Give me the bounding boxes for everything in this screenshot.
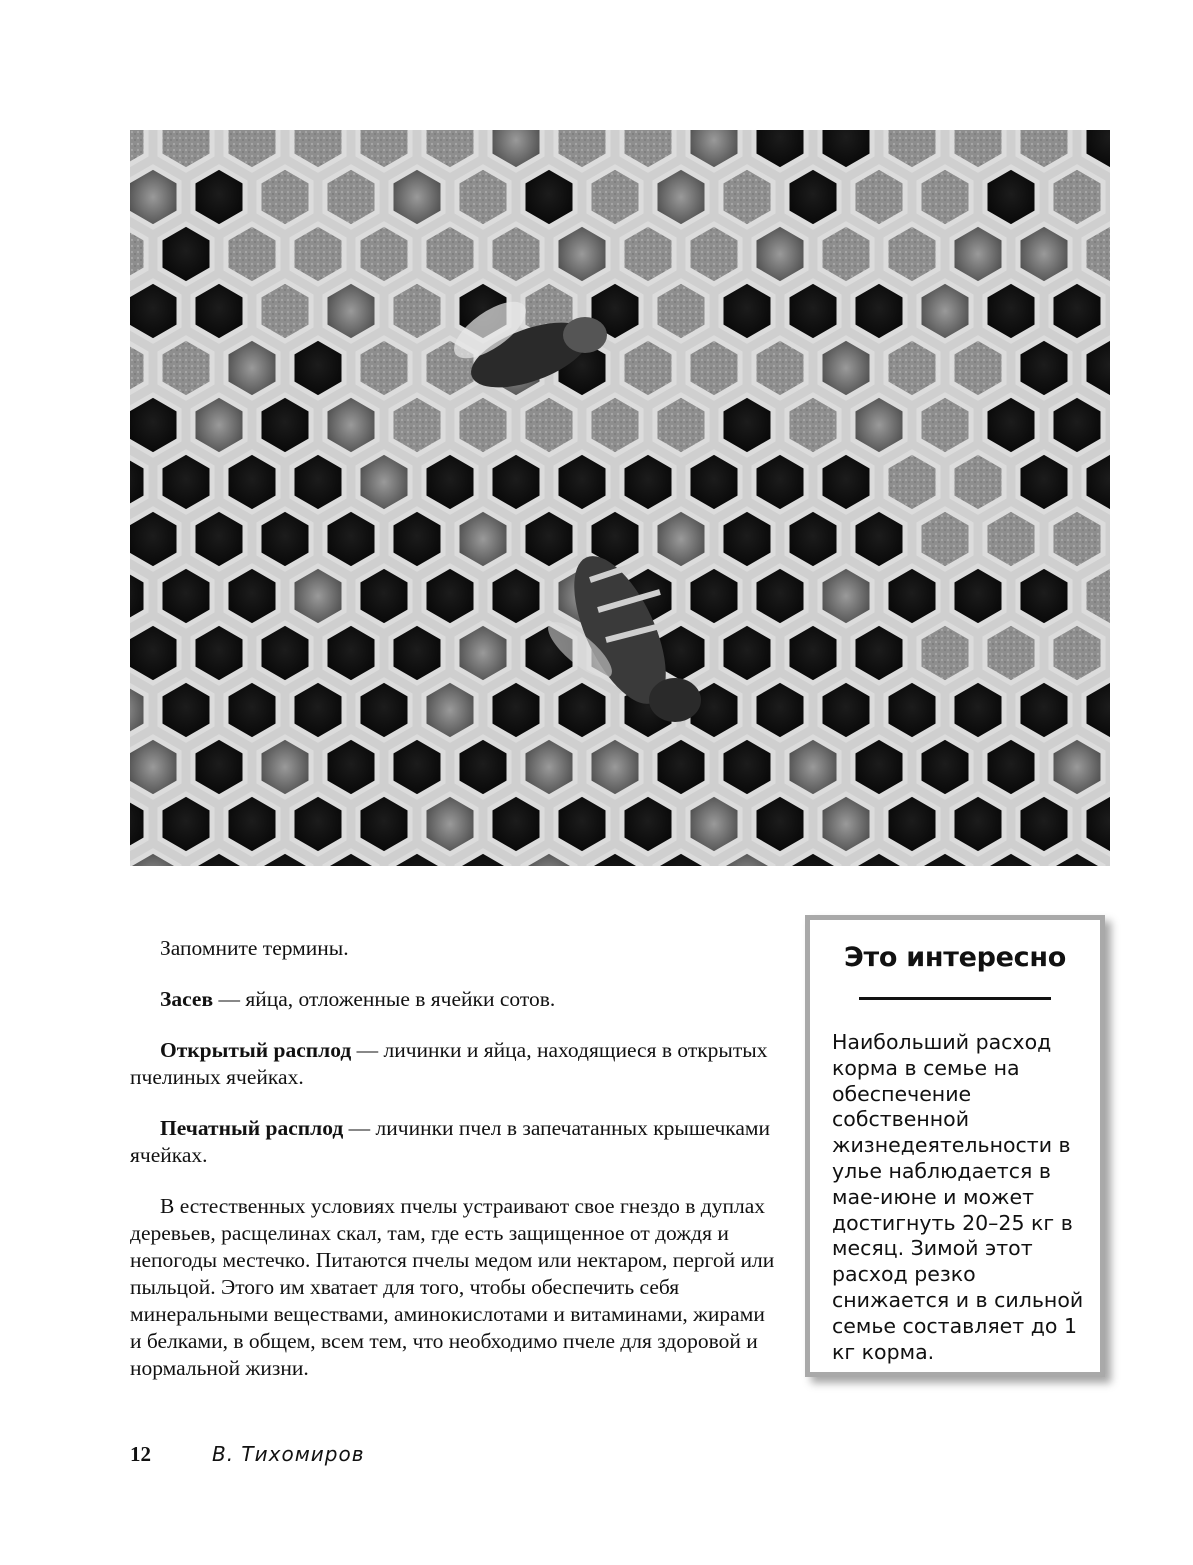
capped-cell [160,338,212,398]
open-cell [193,281,245,341]
open-cell [226,680,278,740]
open-cell [160,680,212,740]
capped-cell [226,224,278,284]
larva-cell [754,224,806,284]
capped-cell [1051,167,1103,227]
larva-cell [820,338,872,398]
capped-cell [589,395,641,455]
capped-cell [655,395,707,455]
capped-cell [952,452,1004,512]
capped-cell [622,338,674,398]
open-cell [292,338,344,398]
capped-cell [688,338,740,398]
open-cell [721,737,773,797]
larva-cell [688,794,740,854]
open-cell [787,167,839,227]
open-cell [787,623,839,683]
sidebar-title: Это интересно [844,942,1066,973]
open-cell [754,794,806,854]
open-cell [985,737,1037,797]
open-cell [358,566,410,626]
open-cell [160,224,212,284]
open-cell [358,794,410,854]
capped-cell [886,224,938,284]
open-cell [952,794,1004,854]
open-cell [130,509,179,569]
larva-cell [457,623,509,683]
open-cell [292,680,344,740]
open-cell [1051,395,1103,455]
capped-cell [457,395,509,455]
open-cell [886,794,938,854]
open-cell [490,794,542,854]
open-cell [1051,281,1103,341]
honeycomb-illustration [130,130,1110,866]
open-cell [985,167,1037,227]
capped-cell [523,395,575,455]
term-sealed-brood-name: Печатный расплод [160,1116,344,1140]
open-cell [688,566,740,626]
larva-cell [226,338,278,398]
larva-cell [820,794,872,854]
open-cell [721,395,773,455]
open-cell [193,737,245,797]
capped-cell [985,509,1037,569]
capped-cell [919,167,971,227]
open-cell [622,794,674,854]
open-cell [853,737,905,797]
capped-cell [424,224,476,284]
open-cell [292,452,344,512]
larva-cell [193,395,245,455]
larva-cell [589,737,641,797]
term-zasev-def: — яйца, отложенные в ячейки сотов. [213,987,556,1011]
capped-cell [1051,623,1103,683]
open-cell [919,737,971,797]
larva-cell [457,509,509,569]
open-cell [490,566,542,626]
capped-cell [358,338,410,398]
larva-cell [292,566,344,626]
honeycomb-photo [130,130,1110,866]
open-cell [721,623,773,683]
open-cell [556,794,608,854]
larva-cell [130,737,179,797]
larva-cell [556,224,608,284]
capped-cell [919,395,971,455]
capped-cell [325,167,377,227]
capped-cell [259,281,311,341]
capped-cell [820,224,872,284]
larva-cell [1051,737,1103,797]
open-cell [886,680,938,740]
open-cell [193,623,245,683]
larva-cell [919,281,971,341]
open-cell [424,566,476,626]
term-sealed-brood [130,1115,780,1169]
term-open-brood [130,1037,780,1091]
open-cell [853,281,905,341]
open-cell [820,680,872,740]
open-cell [754,452,806,512]
larva-cell [325,395,377,455]
open-cell [259,623,311,683]
open-cell [952,566,1004,626]
larva-cell [325,281,377,341]
larva-cell [1018,224,1070,284]
open-cell [226,566,278,626]
larva-cell [787,737,839,797]
larva-cell [523,737,575,797]
open-cell [721,281,773,341]
larva-cell [424,680,476,740]
open-cell [358,680,410,740]
capped-cell [457,167,509,227]
open-cell [490,452,542,512]
term-zasev [130,986,780,1013]
larva-cell [655,509,707,569]
open-cell [556,680,608,740]
larva-cell [952,224,1004,284]
open-cell [391,509,443,569]
sidebar-body: Наибольший расход корма в семье на обеспечение собственной жизнедеятельности в улье наблюдается в мае-июне и может достигнуть 20–25 кг в месяц. Зимой этот расход резко снижается и в сильной семье составляет до 1 кг корма. [832,1030,1084,1364]
open-cell [787,509,839,569]
larva-cell [259,737,311,797]
open-cell [1018,680,1070,740]
open-cell [655,737,707,797]
author-name: В. Тихомиров [212,1442,365,1466]
capped-cell [292,224,344,284]
capped-cell [655,281,707,341]
capped-cell [358,224,410,284]
capped-cell [622,224,674,284]
open-cell [325,623,377,683]
open-cell [160,452,212,512]
capped-cell [391,395,443,455]
capped-cell [754,338,806,398]
open-cell [325,509,377,569]
larva-cell [130,167,179,227]
open-cell [1018,338,1070,398]
page-number: 12 [130,1442,151,1466]
open-cell [523,509,575,569]
open-cell [853,623,905,683]
open-cell [787,281,839,341]
open-cell [226,794,278,854]
capped-cell [886,452,938,512]
open-cell [1018,794,1070,854]
open-cell [886,566,938,626]
capped-cell [589,167,641,227]
capped-cell [490,224,542,284]
open-cell [556,452,608,512]
capped-cell [391,281,443,341]
open-cell [193,509,245,569]
larva-cell [424,794,476,854]
larva-cell [358,452,410,512]
open-cell [1018,566,1070,626]
open-cell [259,395,311,455]
capped-cell [721,167,773,227]
larva-cell [853,395,905,455]
open-cell [130,623,179,683]
open-cell [325,737,377,797]
open-cell [424,452,476,512]
term-open-brood-name: Открытый расплод [160,1038,352,1062]
open-cell [985,281,1037,341]
capped-cell [985,623,1037,683]
open-cell [391,623,443,683]
intro-line: Запомните термины. [160,936,349,960]
capped-cell [1051,509,1103,569]
open-cell [160,794,212,854]
capped-cell [688,224,740,284]
main-text [130,935,780,1406]
interesting-fact-box [805,915,1105,1377]
open-cell [130,281,179,341]
larva-cell [655,167,707,227]
open-cell [754,680,806,740]
open-cell [1018,452,1070,512]
open-cell [457,737,509,797]
body-paragraph: В естественных условиях пчелы устраивают свое гнездо в дуплах деревьев, расщелинах скал, там, где есть защищенное от дождя и непогоды местечко. Питаются пчелы медом или нектаром, пергой или пыльцой. Этого им хватает для того, чтобы обеспечить себя минеральными веществами, аминокислотами и витаминами, жирами и белками, в общем, всем тем, что необходимо пчеле для здоровой и нормальной жизни. [130,1194,775,1380]
capped-cell [259,167,311,227]
term-open-brood-def: — личинки и яйца, находящиеся в открытых пчелиных ячейках. [130,1038,768,1089]
capped-cell [853,167,905,227]
open-cell [622,452,674,512]
capped-cell [886,338,938,398]
open-cell [292,794,344,854]
larva-cell [391,167,443,227]
open-cell [490,680,542,740]
capped-cell [787,395,839,455]
open-cell [226,452,278,512]
open-cell [721,509,773,569]
open-cell [259,509,311,569]
open-cell [754,566,806,626]
larva-cell [820,566,872,626]
open-cell [853,509,905,569]
open-cell [820,452,872,512]
term-zasev-name: Засев [160,987,214,1011]
open-cell [952,680,1004,740]
open-cell [523,167,575,227]
open-cell [130,395,179,455]
capped-cell [919,623,971,683]
capped-cell [919,509,971,569]
sidebar-divider [859,997,1051,1000]
open-cell [193,167,245,227]
open-cell [391,737,443,797]
term-sealed-brood-def: — личинки пчел в запечатанных крышечками ячейках. [130,1116,771,1167]
open-cell [688,452,740,512]
open-cell [985,395,1037,455]
capped-cell [952,338,1004,398]
open-cell [160,566,212,626]
